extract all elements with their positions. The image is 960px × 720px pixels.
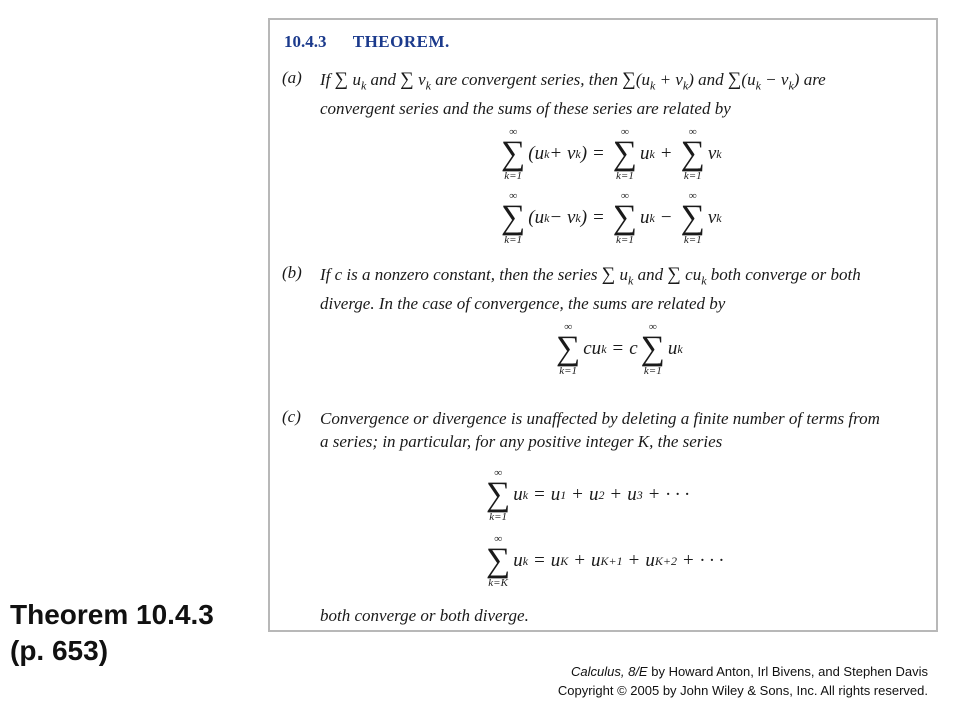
theorem-heading — [284, 32, 450, 52]
part-a-text — [320, 68, 928, 120]
equation-sum: ∞ ∑ k=1 (u k + v k ) = ∞ ∑ k=1 u k + ∞ ∑ k=1 v k — [501, 126, 722, 182]
part-c-line2: a series; in particular, for any positive integer K, the series — [320, 432, 723, 451]
part-c-text — [320, 407, 928, 453]
part-a-label: (a) — [282, 68, 302, 87]
theorem-word: THEOREM. — [352, 32, 450, 51]
part-b-text — [320, 263, 928, 315]
slide-title — [10, 597, 214, 669]
slide-title-line1: Theorem 10.4.3 — [10, 599, 214, 630]
part-c-tail: both converge or both diverge. — [320, 606, 529, 625]
credit-line1 — [558, 662, 928, 681]
equation-series-1: ∞ ∑ k=1 u k = u 1 + u 2 + u 3 + · · · — [486, 467, 690, 523]
part-b-label: (b) — [282, 263, 302, 282]
part-a-line1: If ∑ $u_k$ and ∑ $v_k$ are convergent series, then $\sum(u_k + v_k)$ and $\sum(u_k - v_k)$ are — [320, 69, 826, 93]
part-c-line1: Convergence or divergence is unaffected by deleting a finite number of terms from — [320, 409, 880, 428]
equation-constant: ∞ ∑ k=1 cu k = c ∞ ∑ k=1 u k — [556, 321, 683, 377]
slide-title-line2: (p. 653) — [10, 635, 109, 666]
part-b-line1: If c is a nonzero constant, then the series ∑ $u_k$ and ∑ $cu_k$ both converge or both — [320, 264, 861, 288]
copyright-credit — [558, 662, 928, 700]
equation-series-k: ∞ ∑ k=K u k = u K + u K+1 + u K+2 + · · · — [486, 533, 724, 589]
part-b-line2: diverge. In the case of convergence, the sums are related by — [320, 294, 726, 314]
credit-line2: Copyright © 2005 by John Wiley & Sons, Inc. All rights reserved. — [557, 683, 928, 698]
equation-difference: ∞ ∑ k=1 (u k − v k ) = ∞ ∑ k=1 u k − ∞ ∑ k=1 v k — [501, 190, 722, 246]
part-a-line2: convergent series and the sums of these series are related by — [320, 99, 731, 119]
authors: by Howard Anton, Irl Bivens, and Stephen Davis — [647, 664, 928, 679]
theorem-number: 10.4.3 — [284, 32, 327, 51]
theorem-box — [268, 18, 938, 632]
part-c-label: (c) — [282, 407, 301, 426]
book-title: Calculus, 8/E — [571, 664, 648, 679]
